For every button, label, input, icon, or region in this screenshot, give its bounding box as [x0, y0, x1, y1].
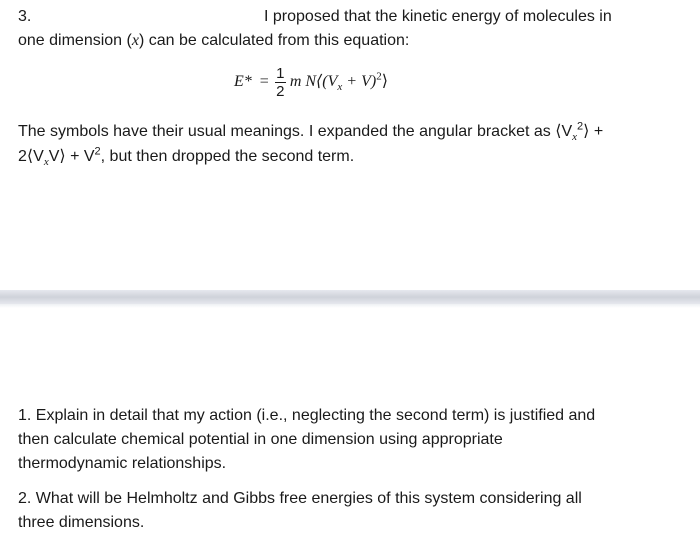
paragraph-line-1-sub: x	[572, 131, 578, 144]
intro-line-2-a: one dimension (	[18, 32, 132, 49]
question-number: 3.	[18, 8, 32, 25]
task-2-line-2: three dimensions.	[18, 514, 145, 531]
intro-line-2-b: ) can be calculated from this equation:	[138, 32, 410, 49]
equation-rhs-a: m N⟨(V	[289, 73, 338, 90]
paragraph-line-2	[18, 145, 354, 169]
task-2-line-1: 2. What will be Helmholtz and Gibbs free energies of this system considering all	[18, 490, 582, 507]
intro-line-2	[18, 29, 409, 53]
paragraph-line-2-a: 2⟨V	[18, 148, 44, 165]
section-divider	[0, 290, 700, 304]
equation-rhs-b: + V)	[342, 73, 377, 90]
intro-variable-x: x	[131, 32, 139, 49]
equation-rhs-sup: 2	[376, 70, 382, 83]
paragraph-line-2-sup: 2	[94, 145, 101, 158]
kinetic-energy-equation	[234, 62, 388, 102]
equation-lhs: E*	[234, 73, 252, 90]
fraction-denominator: 2	[276, 82, 285, 100]
one-half-fraction	[275, 66, 286, 99]
fraction-numerator: 1	[276, 64, 285, 82]
section-divider-shadow	[0, 304, 700, 308]
paragraph-line-1-sup: 2	[577, 120, 584, 133]
equals-sign: =	[259, 73, 269, 90]
paragraph-line-2-c: , but then dropped the second term.	[100, 148, 355, 165]
task-1-line-3: thermodynamic relationships.	[18, 455, 227, 472]
equation-rhs-sub: x	[337, 81, 343, 94]
equation-rhs-c: ⟩	[381, 73, 388, 90]
intro-line-1: I proposed that the kinetic energy of molecules in	[264, 8, 612, 25]
equation-rhs	[290, 62, 388, 102]
paragraph-line-2-b: V⟩ + V	[48, 148, 95, 165]
task-1-line-1: 1. Explain in detail that my action (i.e., neglecting the second term) is justified and	[18, 407, 596, 424]
paragraph-line-1	[18, 120, 603, 144]
task-1-line-2: then calculate chemical potential in one dimension using appropriate	[18, 431, 503, 448]
paragraph-line-1-b: ⟩ +	[583, 123, 604, 140]
paragraph-line-2-sub: x	[43, 156, 49, 169]
paragraph-line-1-a: The symbols have their usual meanings. I expanded the angular bracket as ⟨V	[18, 123, 573, 140]
